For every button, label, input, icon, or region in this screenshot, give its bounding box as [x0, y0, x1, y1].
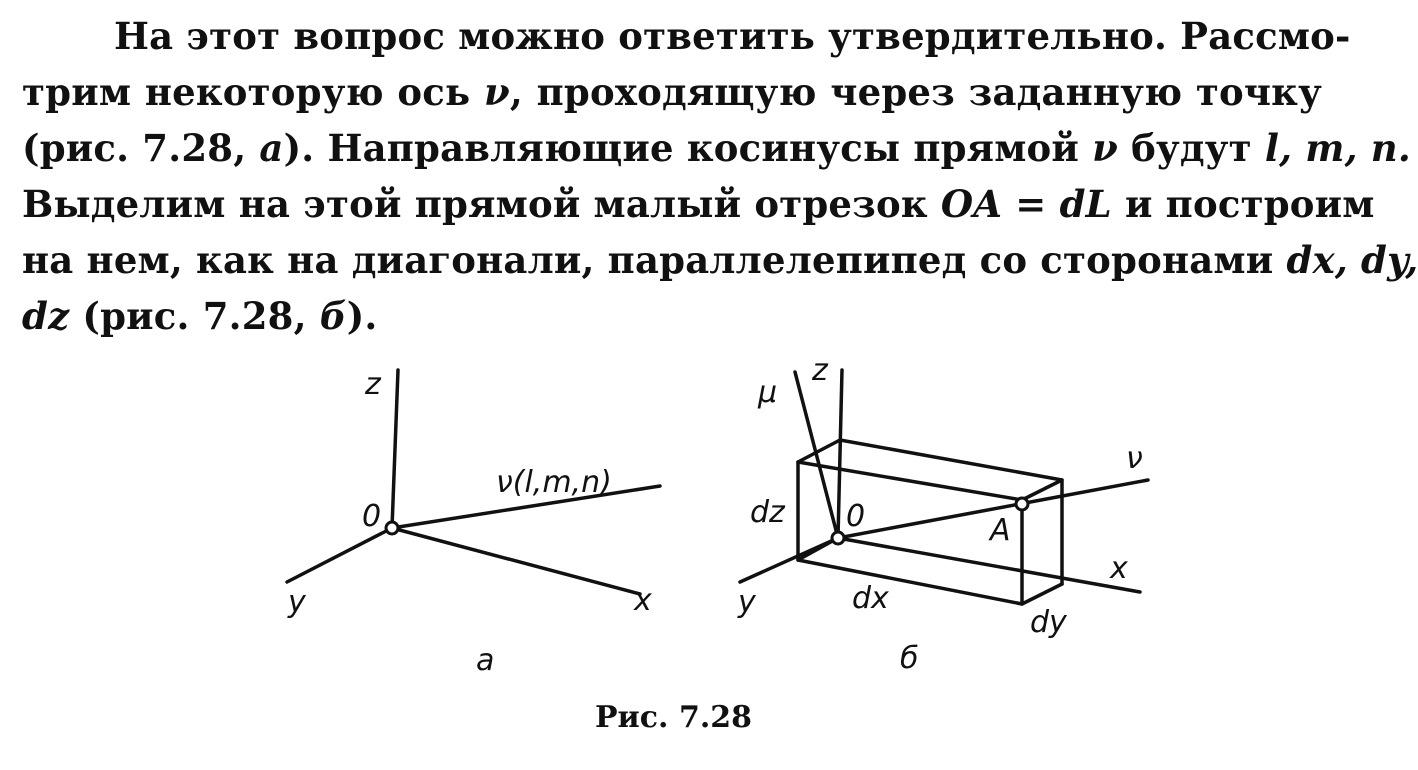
text-run: (рис. 7.28,: [69, 294, 320, 338]
box-bottom-edge: [1022, 584, 1062, 604]
direction-cosines: l, m, n.: [1264, 126, 1411, 170]
y-label-a: y: [288, 585, 306, 620]
text-run: (рис. 7.28,: [22, 126, 260, 170]
text-run: на нем, как на диагонали, параллелепипед со сторонами: [22, 238, 1287, 282]
text-run: ). Направляющие косинусы прямой: [283, 126, 1093, 170]
origin-label-a: 0: [362, 499, 382, 534]
paragraph-line-2: [22, 64, 1322, 120]
text-run: На этот вопрос можно ответить утвердительно. Рассмо-: [114, 14, 1351, 58]
paragraph-line-3: [22, 120, 1411, 176]
text-run: , проходящую через заданную точку: [509, 70, 1322, 114]
mu-label-b: μ: [758, 375, 778, 410]
figure-ref-a: а: [259, 126, 284, 170]
side-dz: dz: [22, 294, 70, 338]
figure-caption: Рис. 7.28: [594, 700, 753, 735]
paragraph-line-4: [22, 176, 1375, 232]
z-axis-line-b: [838, 370, 842, 538]
text-run: и построим: [1111, 182, 1375, 226]
nu-axis-label-a: ν(l,m,n): [496, 465, 612, 500]
diagram-b: [740, 370, 1148, 604]
subfigure-label-a: а: [476, 643, 495, 678]
x-label-b: x: [1110, 551, 1128, 586]
origin-point-a: [386, 522, 398, 534]
figure-ref-b: б: [319, 294, 347, 338]
dx-label-b: dx: [852, 581, 889, 616]
paragraph-line-5: [22, 232, 1418, 288]
z-label-a: z: [365, 367, 381, 402]
origin-label-b: 0: [846, 499, 866, 534]
segment-equation: OA = dL: [940, 182, 1112, 226]
text-run: ).: [346, 294, 378, 338]
y-axis-line-a: [287, 528, 392, 582]
dy-label-b: dy: [1030, 605, 1067, 640]
nu-symbol: ν: [1092, 126, 1119, 170]
nu-label-b: ν: [1126, 441, 1143, 476]
origin-point-b: [832, 532, 844, 544]
z-label-b: z: [812, 353, 828, 388]
text-run: трим некоторую ось: [22, 70, 485, 114]
mu-axis-line-b: [795, 372, 838, 538]
paragraph-line-1: [22, 8, 1351, 64]
dz-label-b: dz: [750, 495, 785, 530]
z-axis-line-a: [392, 370, 398, 528]
x-label-a: x: [634, 583, 652, 618]
body-paragraph: [22, 8, 1418, 344]
box-front-face: [798, 462, 1022, 604]
y-label-b: y: [738, 585, 756, 620]
subfigure-label-b: б: [900, 641, 919, 676]
point-a-b: [1016, 498, 1028, 510]
point-a-label-b: A: [990, 513, 1011, 548]
text-run: будут: [1118, 126, 1265, 170]
nu-symbol: ν: [484, 70, 510, 114]
x-axis-line-a: [392, 528, 640, 594]
text-run: Выделим на этой прямой малый отрезок: [22, 182, 941, 226]
side-dx-dy: dx, dy,: [1286, 238, 1418, 282]
